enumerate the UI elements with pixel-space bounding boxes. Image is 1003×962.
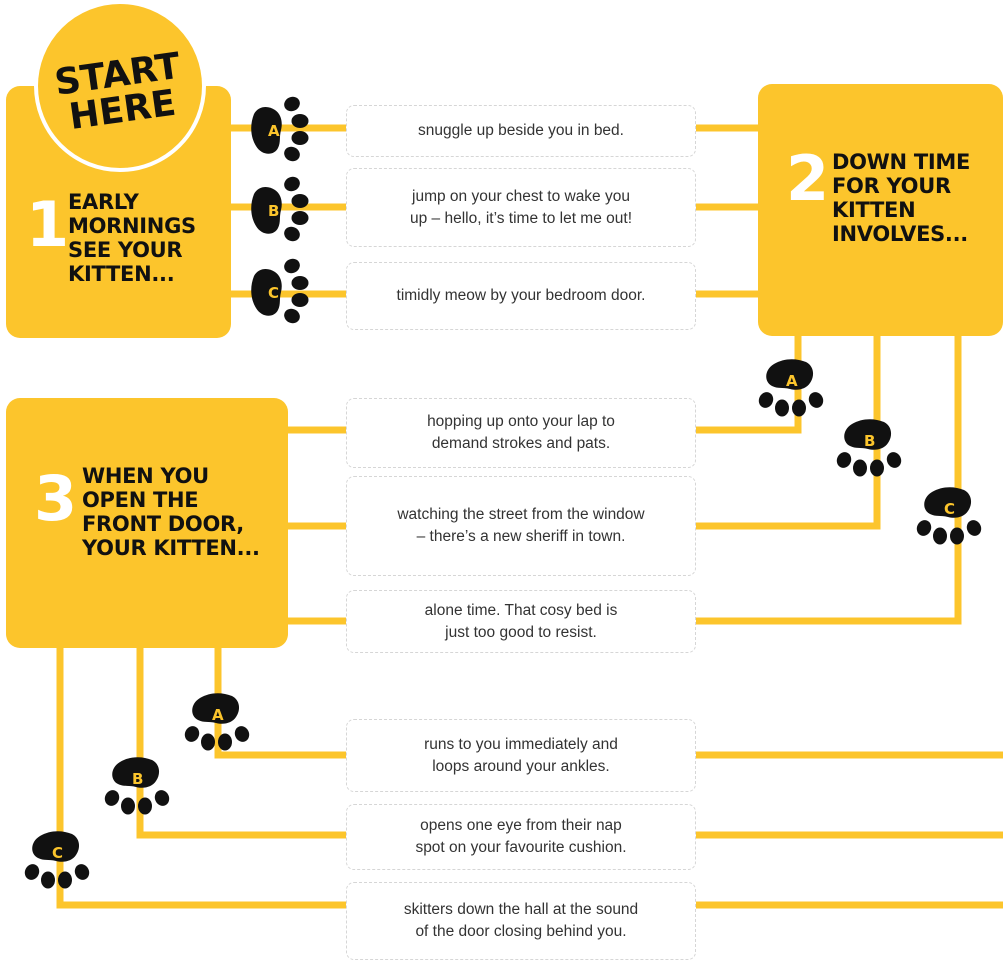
paw-print-icon-1a xyxy=(248,96,310,162)
answer-2c[interactable]: alone time. That cosy bed is just too good to resist. xyxy=(346,590,696,653)
paw-letter-2a: A xyxy=(786,372,798,390)
answer-1a[interactable]: snuggle up beside you in bed. xyxy=(346,105,696,157)
paw-letter-3b: B xyxy=(132,770,144,788)
question-2-number: 2 xyxy=(786,142,830,215)
question-2-text: DOWN TIME FOR YOUR KITTEN INVOLVES... xyxy=(832,150,971,246)
answer-3c[interactable]: skitters down the hall at the sound of the door closing behind you. xyxy=(346,882,696,960)
paw-letter-1a: A xyxy=(268,122,280,140)
paw-letter-3c: C xyxy=(52,844,64,862)
question-3-number: 3 xyxy=(34,462,78,535)
start-here-label: START HERE xyxy=(52,45,183,139)
answer-3a[interactable]: runs to you immediately and loops around your ankles. xyxy=(346,719,696,792)
connector-line xyxy=(696,335,958,621)
paw-letter-2b: B xyxy=(864,432,876,450)
paw-print-icon-2c xyxy=(918,482,980,548)
question-3-text: WHEN YOU OPEN THE FRONT DOOR, YOUR KITTEN... xyxy=(82,464,260,560)
connector-line xyxy=(60,645,350,905)
paw-letter-1b: B xyxy=(268,202,280,220)
question-1-text: EARLY MORNINGS SEE YOUR KITTEN... xyxy=(68,190,196,286)
question-2-box xyxy=(758,84,1003,336)
paw-print-icon-3b xyxy=(106,752,168,818)
paw-print-icon-3a xyxy=(186,688,248,754)
paw-print-icon-3c xyxy=(26,826,88,892)
answer-1b[interactable]: jump on your chest to wake you up – hello, it’s time to let me out! xyxy=(346,168,696,247)
paw-letter-1c: C xyxy=(268,284,280,302)
paw-letter-2c: C xyxy=(944,500,956,518)
start-here-badge xyxy=(34,0,206,172)
question-3-box xyxy=(6,398,288,648)
answer-1c[interactable]: timidly meow by your bedroom door. xyxy=(346,262,696,330)
paw-print-icon-2b xyxy=(838,414,900,480)
paw-print-icon-1b xyxy=(248,176,310,242)
paw-print-icon-2a xyxy=(760,354,822,420)
question-1-number: 1 xyxy=(26,188,70,261)
paw-print-icon-1c xyxy=(248,258,310,324)
answer-2b[interactable]: watching the street from the window – there’s a new sheriff in town. xyxy=(346,476,696,576)
answer-2a[interactable]: hopping up onto your lap to demand strokes and pats. xyxy=(346,398,696,468)
paw-letter-3a: A xyxy=(212,706,224,724)
answer-3b[interactable]: opens one eye from their nap spot on your favourite cushion. xyxy=(346,804,696,870)
